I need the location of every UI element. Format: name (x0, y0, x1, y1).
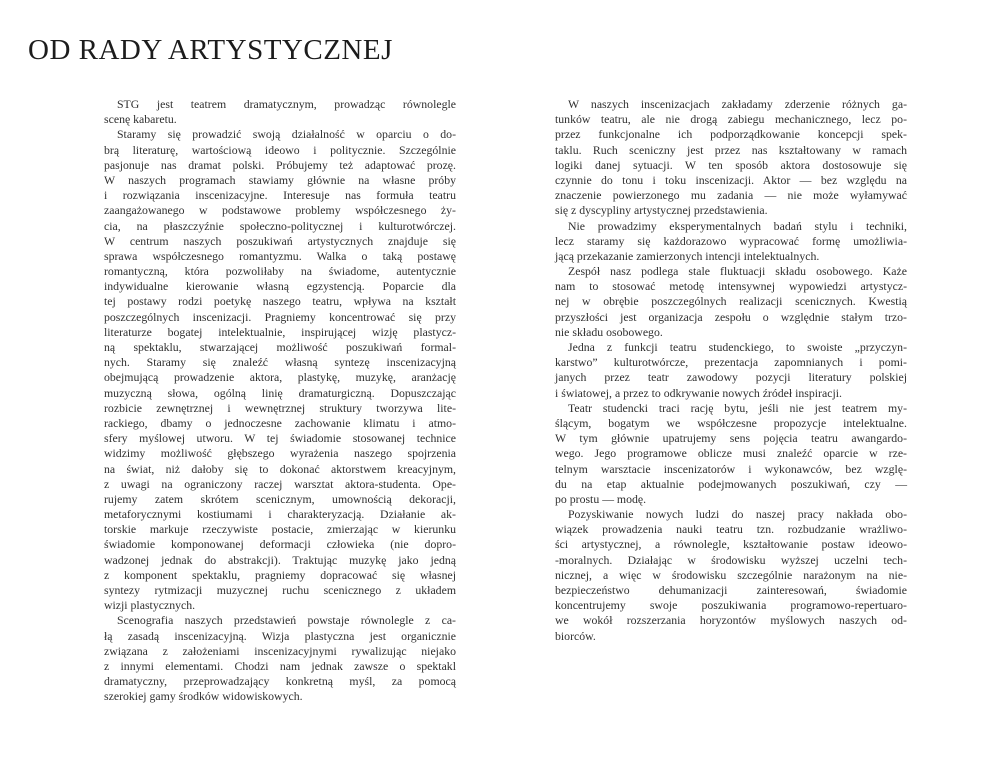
text-line: W naszych inscenizacjach zakładamy zderzenie różnych ga- (568, 97, 907, 111)
text-line: wizji plastycznych. (104, 598, 196, 613)
page-title: OD RADY ARTYSTYCZNEJ (28, 34, 393, 66)
text-line: du na etap aktualnie podejmowanych poszukiwań, czy — (555, 476, 907, 491)
text-line: przyszłości jest organizacja zespołu o względnie stałym trzo- (555, 309, 907, 324)
text-line: obejmującą prowadzenie aktora, plastykę, muzykę, aranżację (104, 370, 456, 385)
text-line: rozbicie zewnętrznej i wewnętrznej struktury tworzywa lite- (104, 400, 456, 415)
text-line: nej w obrębie poszczególnych realizacji scenicznych. Kwestią (555, 294, 907, 309)
text-line: związana z założeniami inscenizacyjnymi rywalizując niejako (104, 643, 456, 658)
text-line: koncentrujemy swoje poszukiwania programowo-repertuaro- (555, 598, 907, 613)
text-line: Teatr studencki traci rację bytu, jeśli nie jest teatrem my- (568, 400, 907, 415)
text-line: Nie prowadzimy eksperymentalnych badań stylu i techniki, (568, 218, 907, 233)
text-line: STG jest teatrem dramatycznym, prowadząc równolegle (117, 97, 456, 111)
text-line: syntezy rytmizacji muzycznej ruchu scenicznego z układem (104, 583, 456, 597)
text-line: znaczenie powierzonego mu zadania — nie może wyłamywać (555, 188, 907, 203)
text-line: widzimy możliwość głębszego wyrażenia naszego spojrzenia (104, 446, 456, 461)
text-line: pasjonuje nas dramat polski. Próbujemy też adaptować prozę. (104, 157, 456, 172)
text-line: biorców. (555, 628, 596, 643)
text-line: W tym głównie upatrujemy sens pojęcia teatru awangardo- (555, 431, 907, 446)
text-line: indywidualne kierowanie własną egzystencją. Poparcie dla (104, 279, 456, 294)
text-line: telnym warsztacie inscenizatorów i wykonawców, bez wzglę- (555, 461, 907, 476)
text-line: torskie markuje rzeczywiste postacie, zmierzając w kierunku (104, 522, 456, 537)
paragraph (104, 127, 456, 613)
text-line: sfery myślowej utworu. W tej świadomie stosowanej technice (104, 431, 456, 446)
left-column (104, 97, 456, 705)
text-line: sprawa współczesnego romantyzmu. Walka o taką postawę (104, 248, 456, 263)
text-line: jącą przekazanie zamierzonych intencji intelektualnych. (555, 248, 820, 263)
paragraph (555, 340, 907, 401)
paragraph (555, 264, 907, 340)
right-column (555, 97, 907, 644)
text-line: Scenografia naszych przedstawień powstaje równolegle z ca- (117, 613, 456, 628)
text-line: i światowej, a przez to odkrywanie nowych źródeł inspiracji. (555, 385, 842, 400)
text-line: taklu. Ruch sceniczny jest przez nas kształtowany w ramach (555, 142, 907, 157)
paragraph (555, 97, 907, 219)
text-line: się z dyscypliny artystycznej przedstawienia. (555, 203, 768, 218)
text-line: ślącym, bogatym we współczesne propozycje intelektualne. (555, 415, 907, 430)
text-line: wego. Jego programowe oblicze musi znaleźć oparcie w rze- (555, 446, 907, 461)
text-line: logiki danej sytuacji. W ten sposób aktora dostosowuje się (555, 157, 907, 172)
paragraph (555, 401, 907, 507)
text-line: -moralnych. Działając w środowisku wyższej uczelni tech- (555, 552, 907, 567)
paragraph (555, 507, 907, 644)
text-line: we wokół rozszerzania horyzontów myślowych naszych od- (555, 613, 907, 628)
text-line: dramatyczny, przeprowadzający konkretną myśl, za pomocą (104, 674, 456, 689)
text-line: szerokiej gamy środków widowiskowych. (104, 689, 303, 704)
text-line: Zespół nasz podlega stale fluktuacji składu osobowego. Każe (568, 264, 907, 279)
text-line: Pozyskiwanie nowych ludzi do naszej pracy nakłada obo- (568, 507, 907, 522)
text-line: literaturze bogatej intelektualnie, inspirującej wizję plastycz- (104, 324, 456, 339)
paragraph (104, 97, 456, 127)
text-line: W naszych programach stawiamy głównie na własne próby (104, 172, 456, 187)
text-line: metaforycznymi kostiumami i charakteryzacją. Działanie ak- (104, 507, 456, 522)
text-line: lecz staramy się każdorazowo wypracować formę umożliwia- (555, 233, 907, 248)
text-line: cia, na płaszczyźnie społeczno-politycznej i kulturotwórczej. (104, 218, 456, 233)
paragraph (104, 613, 456, 704)
text-line: łą zasadą inscenizacyjną. Wizja plastyczna jest organicznie (104, 628, 456, 643)
text-line: z uwagi na ograniczony raczej warsztat aktora-studenta. Ope- (104, 476, 456, 491)
text-line: W centrum naszych poszukiwań artystycznych znajduje się (104, 233, 456, 248)
text-line: po prostu — modę. (555, 491, 647, 506)
text-line: Staramy się prowadzić swoją działalność w oparciu o do- (117, 127, 456, 142)
text-line: zaangażowanego w podstawowe problemy współczesnego ży- (104, 203, 456, 218)
text-line: tunków teatru, ale nie drogą zabiegu mechanicznego, lecz po- (555, 112, 907, 127)
text-line: nam to stosować metodę intensywnej wypowiedzi artystycz- (555, 279, 907, 294)
paragraph (555, 219, 907, 265)
text-line: nych. Staramy się znaleźć własną syntezę inscenizacyjną (104, 355, 456, 370)
text-line: romantyczną, która pozwoliłaby na świadome, autentycznie (104, 264, 456, 279)
text-line: przez funkcjonalne ich podporządkowanie koncepcji spek- (555, 127, 907, 142)
text-line: i rozwiązania inscenizacyjne. Interesuje nas formuła teatru (104, 188, 456, 203)
text-line: tej postawy rodzi poetykę naszego teatru, wpływa na kształt (104, 294, 456, 309)
text-line: czynnie do tonu i toku inscenizacji. Aktor — bez względu na (555, 172, 907, 187)
text-line: nicznej, a więc w środowisku szczególnie narażonym na nie- (555, 567, 907, 582)
text-line: z innymi elementami. Chodzi nam jednak zawsze o spektakl (104, 658, 456, 673)
text-line: wiązek prowadzenia nauki teatru tzn. rozbudzanie wrażliwo- (555, 522, 907, 537)
text-line: rackiego, dbamy o jednoczesne zachowanie klimatu i atmo- (104, 415, 456, 430)
text-line: bezpieczeństwo dehumanizacji zainteresowań, świadomie (555, 583, 907, 597)
text-line: brą literaturę, wartościową ideowo i politycznie. Szczególnie (104, 142, 456, 157)
text-line: świadomie komponowanej deformacji człowieka (nie dopro- (104, 537, 456, 552)
text-line: z komponent spektaklu, pragniemy dopracować się własnej (104, 567, 456, 582)
text-line: muzyczną słowa, ogólną linię dramaturgiczną. Dopuszczając (104, 385, 456, 400)
text-line: ści artystycznej, a równolegle, kształtowanie postaw ideowo- (555, 537, 907, 552)
text-line: nie składu osobowego. (555, 324, 663, 339)
text-line: na świat, niż dałoby się to dokonać aktorstwem kreacyjnym, (104, 461, 456, 476)
text-line: scenę kabaretu. (104, 112, 177, 127)
text-line: karstwo” kulturotwórcze, prezentacja zapomnianych i pomi- (555, 355, 907, 370)
text-line: Jedna z funkcji teatru studenckiego, to swoiste „przyczyn- (568, 340, 907, 354)
text-line: rujemy zatem skrótem scenicznym, umownością dekoracji, (104, 491, 456, 506)
text-line: poszczególnych inscenizacji. Pragniemy koncentrować się przy (104, 309, 456, 324)
text-line: janych przez teatr zawodowy pozycji literatury polskiej (555, 370, 907, 385)
text-line: wadzonej jednak do abstrakcji). Traktując muzykę jako jedną (104, 552, 456, 567)
text-line: ną spektaklu, stwarzającej możliwość poszukiwań formal- (104, 340, 456, 354)
